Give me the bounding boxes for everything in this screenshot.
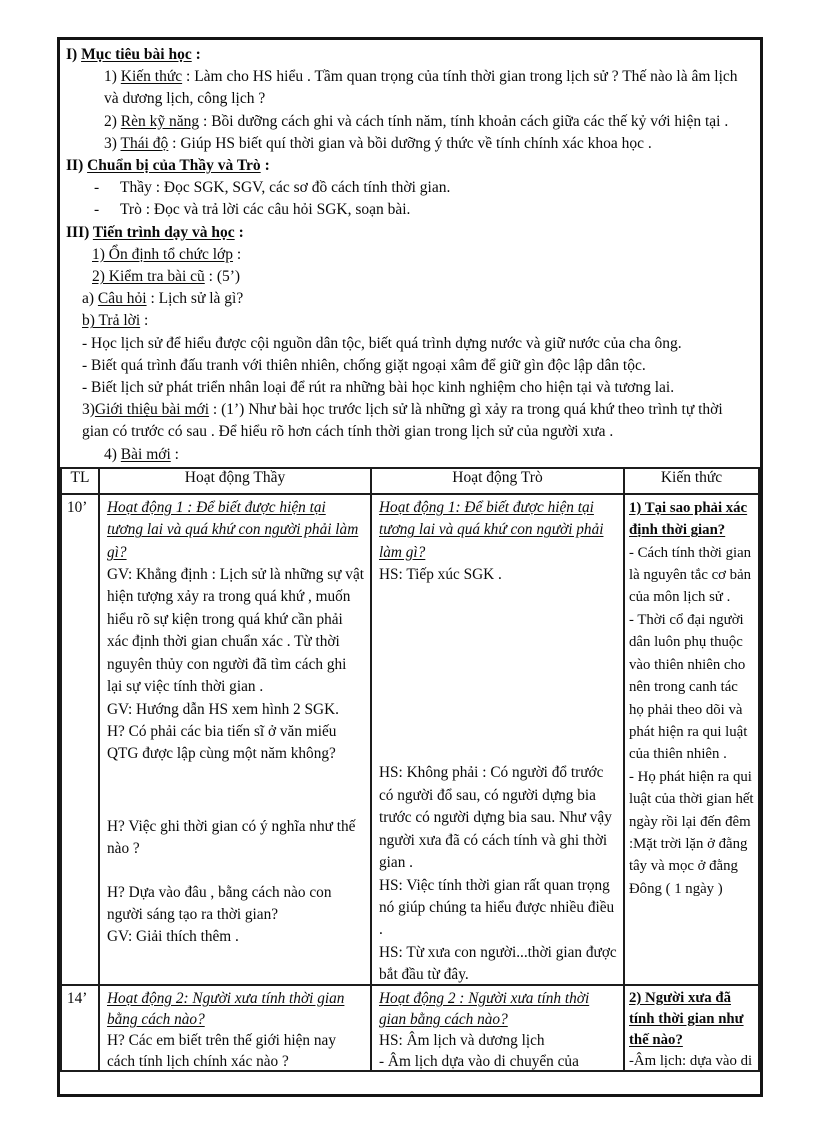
table-row-activity-1 <box>61 494 759 985</box>
knowledge-2-heading: 2) Người xưa đã tính thời gian như thế nào? <box>629 989 744 1048</box>
teacher-question: H? Các em biết trên thế giới hiện nay cách tính lịch chính xác nào ? <box>107 1031 336 1070</box>
objective-knowledge: 1) Kiến thức : Làm cho HS hiểu . Tầm quan trọng của tính thời gian trong lịch sử ? Thế nào là âm lịch và dương lịch, công lịch ? <box>104 68 738 108</box>
objective-skills: 2) Rèn kỹ năng : Bồi dưỡng cách ghi và cách tính năm, tính khoản cách giữa các thế kỷ với hiện tại . <box>104 112 729 130</box>
student-response: HS: Việc tính thời gian rất quan trọng nó giúp chúng ta hiểu được nhiều điều . <box>379 876 615 939</box>
section-iii-heading: III) Tiến trình dạy và học : <box>66 223 244 241</box>
lesson-plan-page <box>57 37 763 1097</box>
column-header-teacher-activity: Hoạt động Thầy <box>99 468 371 494</box>
teacher-note: GV: Hướng dẫn HS xem hình 2 SGK. <box>107 700 339 718</box>
knowledge-point: - Thời cổ đại người dân luôn phụ thuộc vào thiên nhiên cho nên trong canh tác họ phải theo dõi và phát hiện ra qui luật của thiên nhiên . <box>629 611 748 763</box>
cell-knowledge-1 <box>624 494 759 985</box>
teacher-note: GV: Giải thích thêm . <box>107 928 239 946</box>
student-response: HS: Âm lịch và dương lịch <box>379 1031 545 1049</box>
section-i-heading: I) Mục tiêu bài học : <box>66 46 201 63</box>
time-value: 14’ <box>67 989 88 1007</box>
activity-2-teacher-heading: Hoạt động 2: Người xưa tính thời gian bằng cách nào? <box>107 989 345 1028</box>
lesson-plan-intro <box>60 40 760 466</box>
table-header-row <box>61 468 759 494</box>
answer-point-2: - Biết quá trình đấu tranh với thiên nhiên, chống giặt ngoại xâm để giữ gìn độc lập dân tộc. <box>82 356 646 374</box>
column-header-knowledge: Kiến thức <box>624 468 759 494</box>
teacher-question: H? Dựa vào đâu , bằng cách nào con người sáng tạo ra thời gian? <box>107 883 332 923</box>
student-response: HS: Tiếp xúc SGK . <box>379 566 502 584</box>
table-row-activity-2 <box>61 985 759 1071</box>
bullet-dash: - <box>94 179 100 197</box>
teacher-question: H? Việc ghi thời gian có ý nghĩa như thế nào ? <box>107 817 356 858</box>
step-new-lesson: 4) Bài mới : <box>104 445 179 463</box>
page-bottom-margin <box>60 1072 760 1078</box>
column-header-tl: TL <box>61 468 99 494</box>
check-answer-heading: b) Trả lời : <box>82 312 149 330</box>
step-stabilize-class: 1) Ổn định tổ chức lớp : <box>92 245 242 263</box>
check-question: a) Câu hỏi : Lịch sử là gì? <box>82 290 244 308</box>
step-check-old-lesson: 2) Kiểm tra bài cũ : (5’) <box>92 268 241 286</box>
section-number: I) <box>66 46 82 63</box>
student-response: HS: Không phải : Có người đổ trước có người đổ sau, có người dựng bia trước có người dựng bia sau. Như vậy người xưa đã có cách tính và ghi thời gian . <box>379 764 612 872</box>
activity-2-student-heading: Hoạt động 2 : Người xưa tính thời gian bằng cách nào? <box>379 989 590 1028</box>
student-response: - Âm lịch dựa vào di chuyển của <box>379 1052 579 1070</box>
objective-attitude: 3) Thái độ : Giúp HS biết quí thời gian và bồi dưỡng ý thức về tính chính xác khoa học . <box>104 134 652 152</box>
activity-1-teacher-heading: Hoạt động 1 : Để biết được hiện tại tương lai và quá khứ con người phải làm gì? <box>107 498 359 561</box>
cell-teacher-activity-1 <box>99 494 371 985</box>
step-introduce-new-lesson: 3)Giới thiệu bài mới : (1’) Như bài học trước lịch sử là những gì xảy ra trong quá khứ theo trình tự thời gian có trước có sau . Để hiểu rõ hơn cách tính thời gian trong lịch sử của người xưa . <box>82 401 723 441</box>
knowledge-point: -Âm lịch: dựa vào di <box>629 1052 753 1069</box>
lesson-activities-table <box>60 467 760 1072</box>
knowledge-1-heading: 1) Tại sao phải xác định thời gian? <box>629 499 748 539</box>
prep-teacher-item: - Thầy : Đọc SGK, SGV, các sơ đồ cách tính thời gian. <box>64 177 752 199</box>
column-header-student-activity: Hoạt động Trò <box>371 468 624 494</box>
bullet-dash: - <box>94 201 100 219</box>
prep-student-item: - Trò : Đọc và trả lời các câu hỏi SGK, soạn bài. <box>64 199 752 221</box>
teacher-note: GV: Khẳng định : Lịch sử là những sự vật hiện tượng xảy ra trong quá khứ , muốn hiểu rõ sự kiện trong quá khứ cần phải xác định thời gian chuẩn xác . Từ thời nguyên thủy con người đã tìm cách ghi lại sự việc tính thời gian . <box>107 566 364 696</box>
activity-1-student-heading: Hoạt động 1: Để biết được hiện tại tương lai và quá khứ con người phải làm gì? <box>379 498 604 561</box>
cell-student-activity-2 <box>371 985 624 1071</box>
answer-point-3: - Biết lịch sử phát triển nhân loại để rút ra những bài học kinh nghiệm cho hiện tại và tương lai. <box>82 379 675 397</box>
section-title: Mục tiêu bài học <box>81 46 192 63</box>
section-ii-heading: II) Chuẩn bị của Thầy và Trò : <box>66 157 270 175</box>
answer-point-1: - Học lịch sử để hiểu được cội nguồn dân tộc, biết quá trình dựng nước và giữ nước của cha ông. <box>82 334 682 352</box>
teacher-question: H? Có phải các bia tiến sĩ ở văn miếu QTG được lập cùng một năm không? <box>107 722 337 763</box>
cell-time-1 <box>61 494 99 985</box>
student-response: HS: Từ xưa con người...thời gian được bắt đầu từ đây. <box>379 943 617 984</box>
cell-knowledge-2 <box>624 985 759 1071</box>
knowledge-point: - Họ phát hiện ra qui luật của thời gian hết ngày rồi lại đến đêm :Mặt trời lặn ở đằng tây và mọc ở đằng Đông ( 1 ngày ) <box>629 768 754 897</box>
cell-student-activity-1 <box>371 494 624 985</box>
cell-teacher-activity-2 <box>99 985 371 1071</box>
cell-time-2 <box>61 985 99 1071</box>
time-value: 10’ <box>67 498 88 516</box>
knowledge-point: - Cách tính thời gian là nguyên tắc cơ bản của môn lịch sử . <box>629 544 752 606</box>
